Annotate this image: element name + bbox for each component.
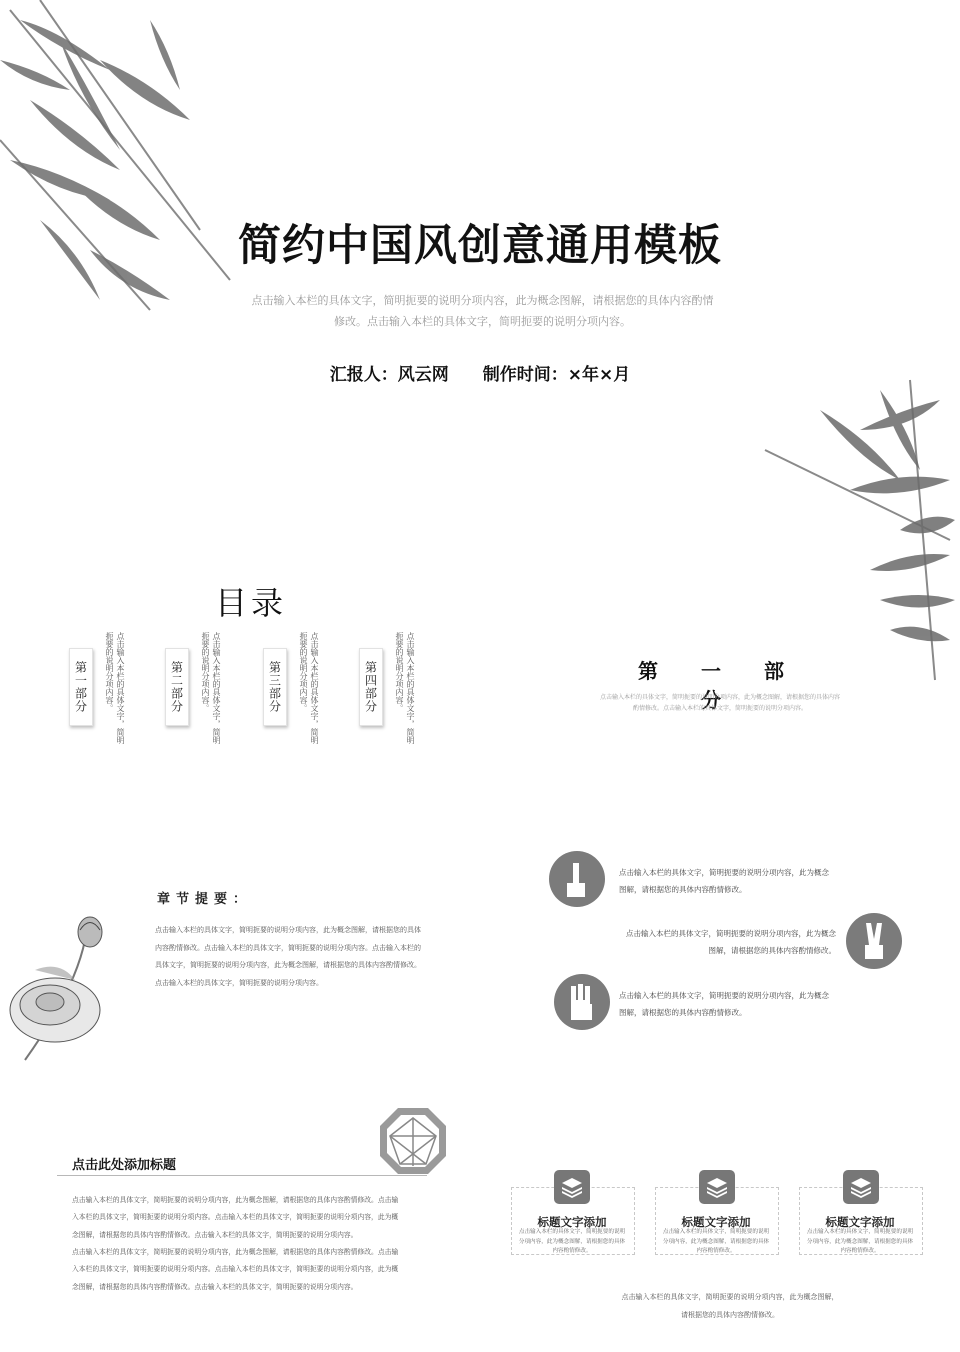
toc-desc-part-1: 点击输入本栏的具体文字，简明扼要的说明分项内容。 — [105, 632, 125, 744]
feature-card-3-title: 标题文字添加 — [825, 1215, 895, 1229]
one-finger-hand-icon — [549, 851, 605, 907]
feature-card-1-desc: 点击输入本栏的具体文字，简明扼要的说明分项内容，此为概念图解，请根据您的具体内容酌情修改。 — [518, 1229, 626, 1254]
bamboo-top-left-illustration — [0, 0, 240, 360]
hand-text-1-line1: 点击输入本栏的具体文字，简明扼要的说明分项内容，此为概念 — [619, 868, 829, 877]
toc-desc-part-3: 点击输入本栏的具体文字，简明扼要的说明分项内容。 — [299, 632, 319, 744]
layers-icon — [843, 1170, 879, 1204]
toc-title: 目录 — [215, 584, 288, 622]
peace-hand-icon — [846, 913, 902, 969]
hand-text-1-line2: 图解，请根据您的具体内容酌情修改。 — [619, 885, 747, 894]
feature-card-2-desc: 点击输入本栏的具体文字，简明扼要的说明分项内容，此为概念图解，请根据您的具体内容酌情修改。 — [662, 1229, 770, 1254]
hand-text-3 — [619, 987, 829, 1021]
bamboo-right-illustration — [760, 370, 960, 690]
slide6-paragraph-1: 点击输入本栏的具体文字，简明扼要的说明分项内容，此为概念图解，请根据您的具体内容酌情修改。点击输入本栏的具体文字，简明扼要的说明分项内容。点击输入本栏的具体文字，简明扼要的说明分项内容，此为概念图解，请根据您的具体内容酌情修改。点击输入本栏的具体文字，简明扼要的说明分项内容。 — [72, 1196, 399, 1239]
layers-icon — [554, 1170, 590, 1204]
slide6-paragraph-2: 点击输入本栏的具体文字，简明扼要的说明分项内容，此为概念图解，请根据您的具体内容酌情修改。点击输入本栏的具体文字，简明扼要的说明分项内容。点击输入本栏的具体文字，简明扼要的说明分项内容，此为概念图解，请根据您的具体内容酌情修改。点击输入本栏的具体文字，简明扼要的说明分项内容。 — [72, 1248, 399, 1291]
toc-tag-part-2[interactable]: 第二部分 — [165, 648, 189, 726]
reporter-name: 汇报人：风云网 — [329, 365, 449, 385]
hand-text-2-line1: 点击输入本栏的具体文字，简明扼要的说明分项内容，此为概念 — [626, 929, 836, 938]
hand-text-3-line2: 图解，请根据您的具体内容酌情修改。 — [619, 1008, 747, 1017]
toc-desc-part-2: 点击输入本栏的具体文字，简明扼要的说明分项内容。 — [201, 632, 221, 744]
toc-desc-part-4: 点击输入本栏的具体文字，简明扼要的说明分项内容。 — [395, 632, 415, 744]
hand-text-3-line1: 点击输入本栏的具体文字，简明扼要的说明分项内容，此为概念 — [619, 991, 829, 1000]
lattice-window-icon — [378, 1106, 448, 1176]
peony-flower-illustration — [5, 910, 125, 1070]
slide6-title[interactable]: 点击此处添加标题 — [72, 1158, 177, 1173]
title-underline-divider — [57, 1175, 427, 1176]
toc-tag-part-4[interactable]: 第四部分 — [359, 648, 383, 726]
chapter-title: 章节提要： — [157, 892, 253, 907]
hand-text-2-line2: 图解，请根据您的具体内容酌情修改。 — [708, 946, 836, 955]
production-time: 制作时间：×年×月 — [482, 365, 631, 385]
chapter-description: 点击输入本栏的具体文字，简明扼要的说明分项内容，此为概念图解，请根据您的具体内容酌情修改。点击输入本栏的具体文字，简明扼要的说明分项内容。点击输入本栏的具体文字，简明扼要的说明分项内容，此为概念图解，请根据您的具体内容酌情修改。点击输入本栏的具体文字，简明扼要的说明分项内容。 — [155, 926, 421, 987]
main-description: 点击输入本栏的具体文字，简明扼要的说明分项内容，此为概念图解，请根据您的具体内容酌情修改。点击输入本栏的具体文字，简明扼要的说明分项内容。 — [251, 294, 714, 328]
main-title: 简约中国风创意通用模板 — [238, 221, 722, 271]
toc-tag-part-3[interactable]: 第三部分 — [263, 648, 287, 726]
feature-card-3-desc: 点击输入本栏的具体文字，简明扼要的说明分项内容，此为概念图解，请根据您的具体内容酌情修改。 — [806, 1229, 914, 1254]
feature-card-1-title: 标题文字添加 — [537, 1215, 607, 1229]
hand-text-2 — [616, 925, 836, 959]
layers-icon — [699, 1170, 735, 1204]
feature-card-2-title: 标题文字添加 — [681, 1215, 751, 1229]
hand-text-1 — [619, 864, 829, 898]
three-finger-hand-icon — [554, 974, 610, 1030]
section-title: 第 一 部 分 — [638, 659, 802, 712]
section-description: 点击输入本栏的具体文字，简明扼要的说明分项内容，此为概念图解，请根据您的具体内容酌情修改。点击输入本栏的具体文字，简明扼要的说明分项内容。 — [600, 694, 841, 712]
toc-tag-part-1[interactable]: 第一部分 — [69, 648, 93, 726]
slide7-description: 点击输入本栏的具体文字，简明扼要的说明分项内容，此为概念图解，请根据您的具体内容酌情修改。 — [621, 1293, 839, 1319]
